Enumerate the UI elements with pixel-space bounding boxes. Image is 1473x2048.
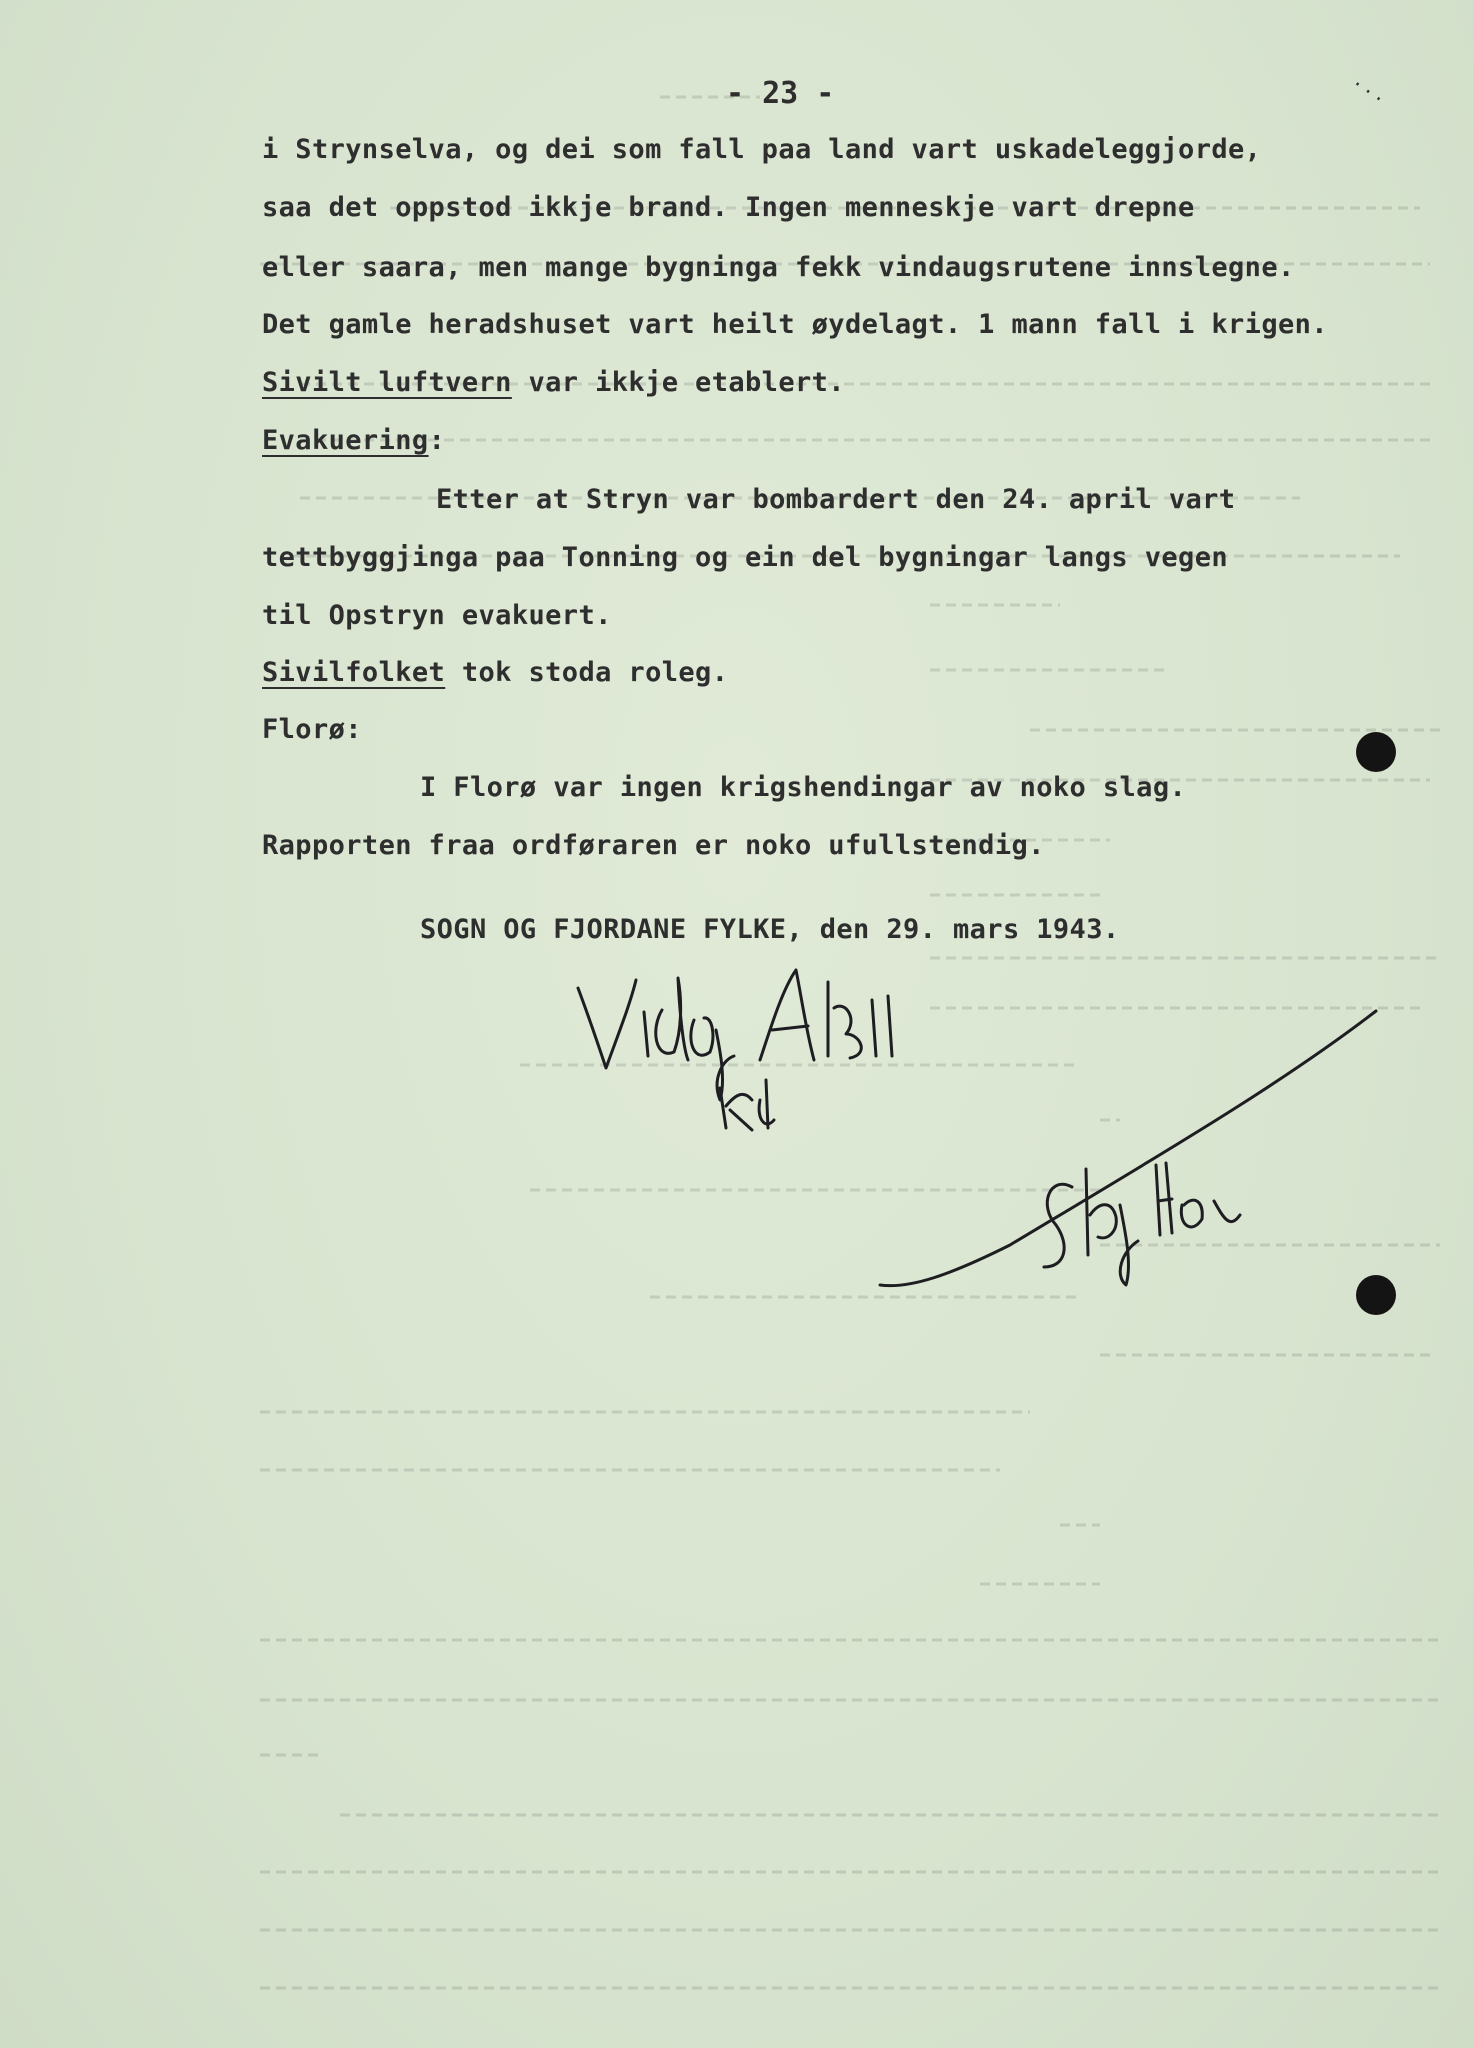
section-heading-floro: Florø: [262, 714, 362, 745]
text-line: Sivilt luftvern var ikkje etablert. [262, 367, 845, 398]
punch-hole-top [1356, 732, 1396, 772]
text-line: Det gamle heradshuset vart heilt øydelagt. 1 mann fall i krigen. [262, 309, 1328, 340]
text-line: Rapporten fraa ordføraren er noko ufullstendig. [262, 830, 1045, 861]
text-line: tettbyggjinga paa Tonning og ein del bygningar langs vegen [262, 542, 1229, 573]
signature-2 [800, 1005, 1380, 1295]
text-line: til Opstryn evakuert. [262, 600, 612, 631]
dateline: SOGN OG FJORDANE FYLKE, den 29. mars 1943. [420, 914, 1120, 945]
text-line: I Florø var ingen krigshendingar av noko slag. [420, 772, 1187, 803]
section-heading-evakuering: Evakuering: [262, 425, 446, 456]
text-line: i Strynselva, og dei som fall paa land vart uskadeleggjorde, [262, 134, 1262, 165]
punch-hole-bottom [1356, 1275, 1396, 1315]
text-line: eller saara, men mange bygninga fekk vindaugsrutene innslegne. [262, 252, 1295, 283]
corner-mark: ... [1349, 68, 1394, 109]
text-line: saa det oppstod ikkje brand. Ingen menneskje vart drepne [262, 192, 1195, 223]
page-number: - 23 - [726, 76, 835, 111]
text-line: Etter at Stryn var bombardert den 24. april vart [436, 484, 1236, 515]
text-line: Sivilfolket tok stoda roleg. [262, 657, 729, 688]
